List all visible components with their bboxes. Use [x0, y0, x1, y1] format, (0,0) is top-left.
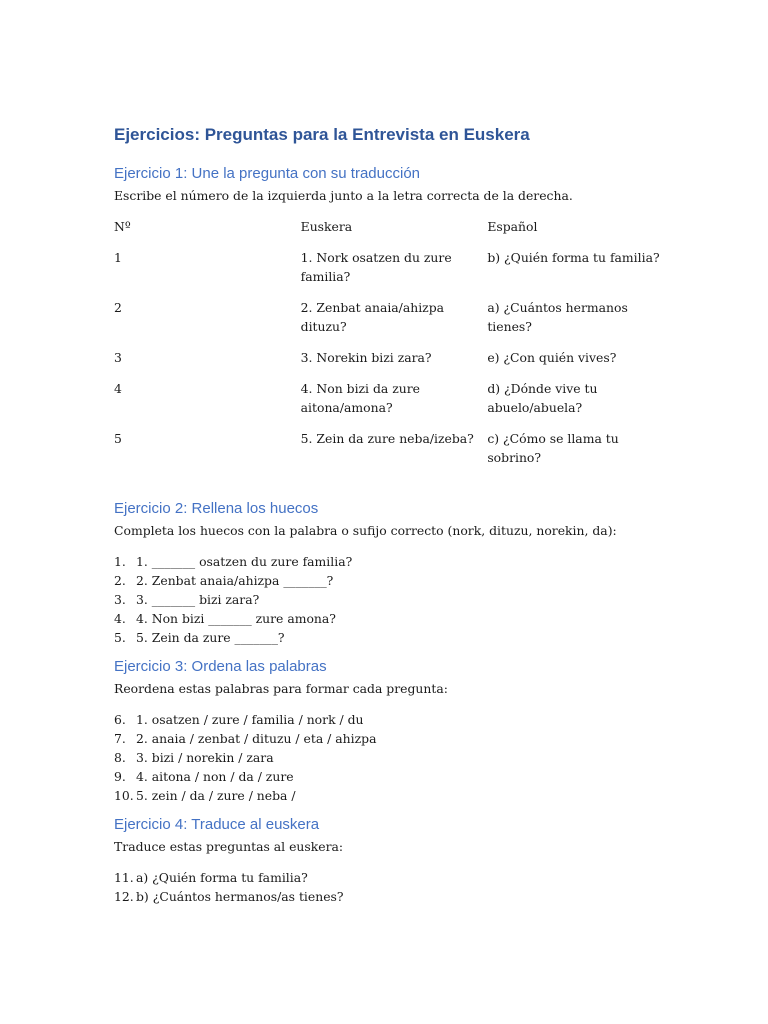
- item-number: 1.: [114, 554, 126, 569]
- row-number: 4: [114, 381, 122, 396]
- row-espanol: c) ¿Cómo se llama tu sobrino?: [487, 431, 619, 465]
- item-number: 11.: [114, 870, 134, 885]
- exercise-1-heading: Ejercicio 1: Une la pregunta con su traducción: [114, 165, 421, 182]
- table-row: [114, 379, 674, 429]
- list-item: [114, 786, 674, 805]
- header-euskera: Euskera: [300, 219, 353, 234]
- row-espanol: b) ¿Quién forma tu familia?: [487, 250, 660, 265]
- item-number: 12.: [114, 889, 134, 904]
- table-header-row: [114, 217, 674, 248]
- exercise-2: [114, 499, 674, 647]
- row-espanol: a) ¿Cuántos hermanos tienes?: [487, 300, 628, 334]
- item-text: 1. _______ osatzen du zure familia?: [136, 554, 353, 569]
- list-item: [114, 571, 674, 590]
- item-number: 4.: [114, 611, 126, 626]
- item-number: 3.: [114, 592, 126, 607]
- list-item: [114, 609, 674, 628]
- translate-list: [114, 868, 674, 906]
- exercise-3-heading: Ejercicio 3: Ordena las palabras: [114, 658, 327, 675]
- row-number: 5: [114, 431, 122, 446]
- exercise-3: [114, 657, 674, 805]
- item-number: 6.: [114, 712, 126, 727]
- document-page: [114, 124, 674, 916]
- table-row: [114, 298, 674, 348]
- item-number: 7.: [114, 731, 126, 746]
- exercise-3-instruction: Reordena estas palabras para formar cada pregunta:: [114, 681, 448, 696]
- exercise-1: [114, 164, 674, 479]
- matching-table: [114, 217, 674, 479]
- row-euskera: 1. Nork osatzen du zure familia?: [300, 250, 452, 284]
- list-item: [114, 748, 674, 767]
- item-text: 2. anaia / zenbat / dituzu / eta / ahizpa: [136, 731, 377, 746]
- list-item: [114, 552, 674, 571]
- item-text: 5. Zein da zure _______?: [136, 630, 285, 645]
- list-item: [114, 887, 674, 906]
- table-row: [114, 429, 674, 479]
- fill-blanks-list: [114, 552, 674, 647]
- item-number: 5.: [114, 630, 126, 645]
- exercise-1-instruction: Escribe el número de la izquierda junto a la letra correcta de la derecha.: [114, 188, 573, 203]
- row-euskera: 3. Norekin bizi zara?: [300, 350, 432, 365]
- item-text: 5. zein / da / zure / neba /: [136, 788, 296, 803]
- list-item: [114, 868, 674, 887]
- item-number: 9.: [114, 769, 126, 784]
- item-number: 2.: [114, 573, 126, 588]
- item-text: a) ¿Quién forma tu familia?: [136, 870, 308, 885]
- page-title: Ejercicios: Preguntas para la Entrevista en Euskera: [114, 125, 530, 144]
- row-euskera: 4. Non bizi da zure aitona/amona?: [300, 381, 420, 415]
- item-number: 10.: [114, 788, 134, 803]
- item-text: b) ¿Cuántos hermanos/as tienes?: [136, 889, 344, 904]
- list-item: [114, 628, 674, 647]
- list-item: [114, 767, 674, 786]
- exercise-4: [114, 815, 674, 906]
- exercise-4-instruction: Traduce estas preguntas al euskera:: [114, 839, 344, 854]
- item-number: 8.: [114, 750, 126, 765]
- row-number: 1: [114, 250, 122, 265]
- order-words-list: [114, 710, 674, 805]
- list-item: [114, 590, 674, 609]
- row-euskera: 2. Zenbat anaia/ahizpa dituzu?: [300, 300, 445, 334]
- item-text: 3. bizi / norekin / zara: [136, 750, 274, 765]
- header-espanol: Español: [487, 219, 538, 234]
- list-item: [114, 729, 674, 748]
- row-number: 3: [114, 350, 122, 365]
- header-number: Nº: [114, 219, 131, 234]
- item-text: 3. _______ bizi zara?: [136, 592, 260, 607]
- list-item: [114, 710, 674, 729]
- exercise-2-instruction: Completa los huecos con la palabra o sufijo correcto (nork, dituzu, norekin, da):: [114, 523, 617, 538]
- table-row: [114, 348, 674, 379]
- table-row: [114, 248, 674, 298]
- row-espanol: e) ¿Con quién vives?: [487, 350, 617, 365]
- exercise-2-heading: Ejercicio 2: Rellena los huecos: [114, 500, 319, 517]
- item-text: 4. Non bizi _______ zure amona?: [136, 611, 336, 626]
- row-espanol: d) ¿Dónde vive tu abuelo/abuela?: [487, 381, 598, 415]
- item-text: 2. Zenbat anaia/ahizpa _______?: [136, 573, 334, 588]
- item-text: 4. aitona / non / da / zure: [136, 769, 294, 784]
- row-number: 2: [114, 300, 122, 315]
- exercise-4-heading: Ejercicio 4: Traduce al euskera: [114, 816, 320, 833]
- item-text: 1. osatzen / zure / familia / nork / du: [136, 712, 364, 727]
- row-euskera: 5. Zein da zure neba/izeba?: [300, 431, 474, 446]
